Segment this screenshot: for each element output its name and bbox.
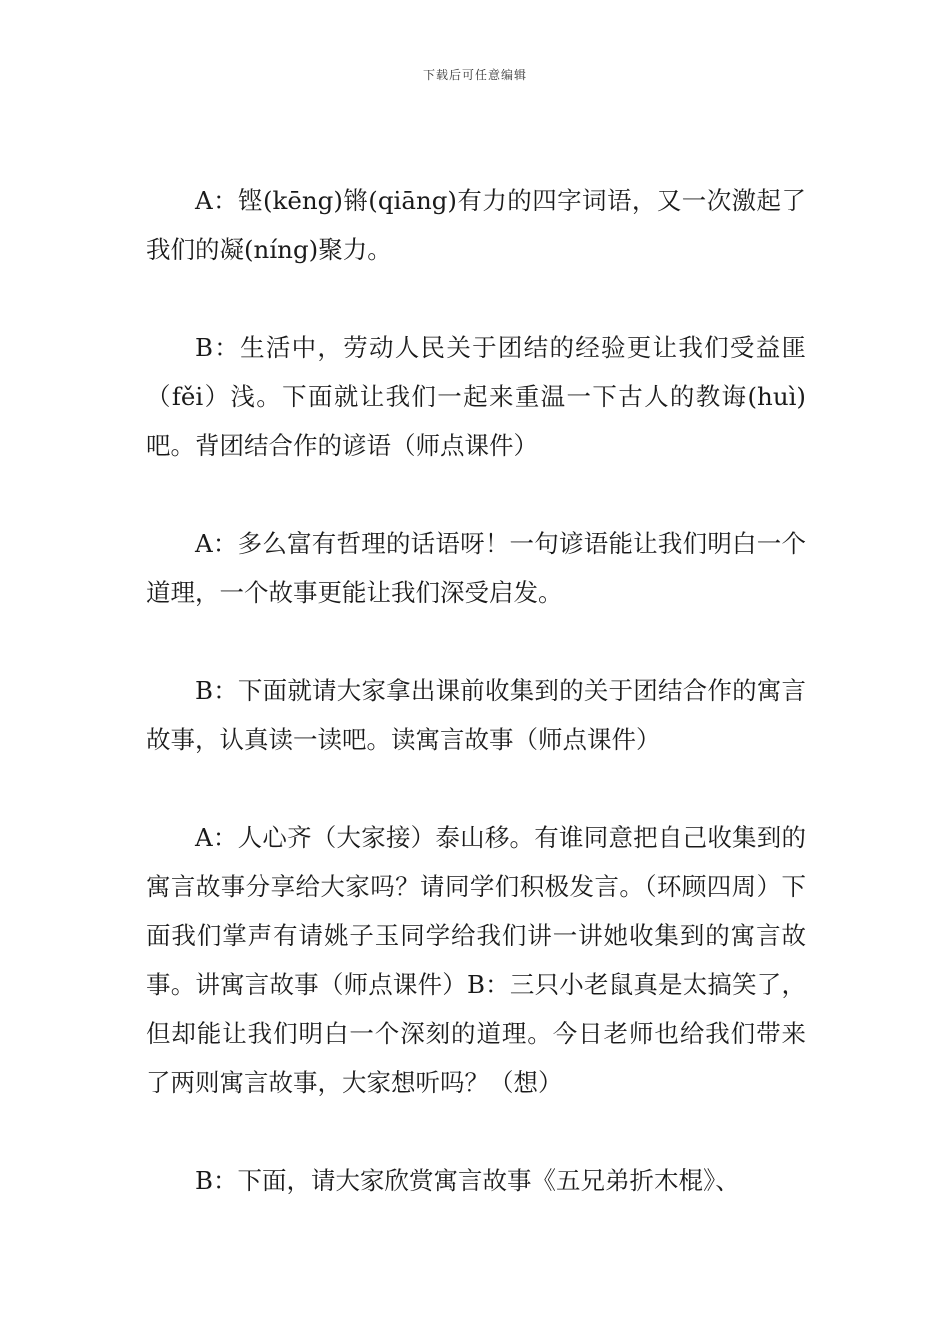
header-note: 下载后可任意编辑 xyxy=(422,68,527,82)
paragraph: B：下面就请大家拿出课前收集到的关于团结合作的寓言故事，认真读一读吧。读寓言故事（师点课件） xyxy=(146,676,806,754)
paragraph: A：人心齐（大家接）泰山移。有谁同意把自己收集到的寓言故事分享给大家吗？请同学们积极发言。（环顾四周）下面我们掌声有请姚子玉同学给我们讲一讲她收集到的寓言故事。讲寓言故事（师点课件）B：三只小老鼠真是太搞笑了，但却能让我们明白一个深刻的道理。今日老师也给我们带来了两则寓言故事，大家想听吗？（想） xyxy=(146,823,806,1097)
paragraph: A：铿(kēng)锵(qiāng)有力的四字词语，又一次激起了我们的凝(níng)聚力。 xyxy=(146,186,806,264)
paragraph: A：多么富有哲理的话语呀！一句谚语能让我们明白一个道理，一个故事更能让我们深受启发。 xyxy=(146,529,806,607)
document-body xyxy=(146,176,806,1254)
paragraph: B：下面，请大家欣赏寓言故事《五兄弟折木棍》、 xyxy=(195,1166,740,1195)
paragraph: B：生活中，劳动人民关于团结的经验更让我们受益匪（fěi）浅。下面就让我们一起来重温一下古人的教诲(huì)吧。背团结合作的谚语（师点课件） xyxy=(146,333,806,460)
